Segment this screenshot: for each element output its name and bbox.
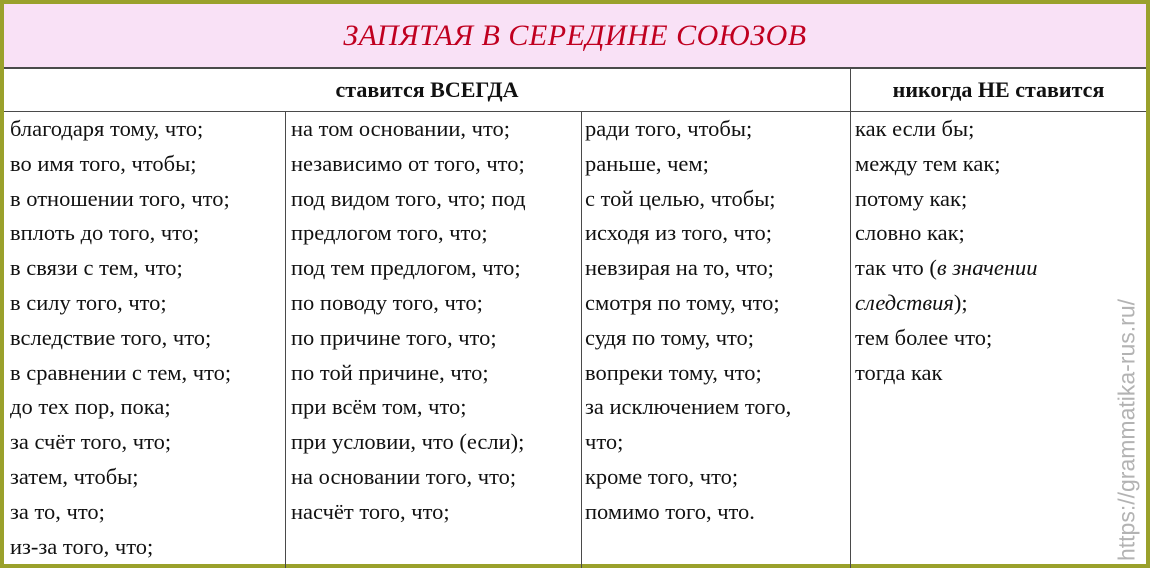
header-always: ставится ВСЕГДА: [335, 77, 519, 102]
list-item: помимо того, что.: [585, 498, 755, 524]
list-item: потому как;: [855, 185, 968, 211]
list-item: на основании того, что;: [291, 463, 517, 489]
divider-col1: [285, 112, 286, 568]
list-item: по той причине, что;: [291, 359, 489, 385]
list-item: [855, 286, 1140, 321]
list-item: что;: [585, 429, 624, 455]
list-item: тем более что;: [855, 324, 993, 350]
list-item: тогда как: [855, 359, 943, 385]
list-item: с той целью, чтобы;: [585, 185, 776, 211]
list-item: при условии, что (если);: [291, 429, 525, 455]
list-item: при всём том, что;: [291, 394, 467, 420]
italic-note: в значении: [936, 255, 1038, 281]
list-item: в связи с тем, что;: [10, 255, 183, 281]
list-item: невзирая на то, что;: [585, 255, 774, 281]
column-always-1: [10, 112, 285, 564]
list-item: ради того, чтобы;: [585, 116, 753, 141]
list-item: между тем как;: [855, 150, 1001, 176]
list-item: за исключением того,: [585, 394, 792, 420]
list-item: насчёт того, что;: [291, 498, 450, 524]
divider-col3: [850, 112, 851, 568]
list-item: раньше, чем;: [585, 150, 709, 176]
list-item: под видом того, что; под: [291, 185, 526, 211]
title-row: [4, 4, 1146, 69]
list-item: под тем предлогом, что;: [291, 255, 521, 281]
column-always-2: [291, 112, 581, 530]
list-item: словно как;: [855, 220, 965, 246]
list-item: предлогом того, что;: [291, 220, 488, 246]
list-item: исходя из того, что;: [585, 220, 773, 246]
list-item: по поводу того, что;: [291, 289, 483, 315]
list-item: [855, 251, 1140, 286]
list-item: в силу того, что;: [10, 289, 167, 315]
watermark: [1110, 294, 1144, 566]
column-always-3: [585, 112, 850, 530]
list-item-text: );: [953, 289, 968, 315]
list-item: в сравнении с тем, что;: [10, 359, 232, 385]
list-item: за счёт того, что;: [10, 429, 172, 455]
list-item: вопреки тому, что;: [585, 359, 762, 385]
list-item: вплоть до того, что;: [10, 220, 200, 246]
list-item: в отношении того, что;: [10, 185, 230, 211]
italic-note: следствия: [855, 289, 954, 315]
list-item: из-за того, что;: [10, 533, 154, 559]
list-item: вследствие того, что;: [10, 324, 212, 350]
column-never: [855, 112, 1140, 390]
list-item: по причине того, что;: [291, 324, 497, 350]
table-title: ЗАПЯТАЯ В СЕРЕДИНЕ СОЮЗОВ: [343, 18, 807, 52]
list-item: во имя того, чтобы;: [10, 150, 197, 176]
list-item: до тех пор, пока;: [10, 394, 171, 420]
list-item: за то, что;: [10, 498, 105, 524]
header-row: [4, 69, 1146, 112]
list-item-text: так что (: [855, 255, 937, 281]
list-item: судя по тому, что;: [585, 324, 755, 350]
list-item: независимо от того, что;: [291, 150, 525, 176]
list-item: как если бы;: [855, 116, 975, 141]
divider-col2: [581, 112, 582, 568]
list-item: на том основании, что;: [291, 116, 511, 141]
divider-header: [850, 69, 851, 112]
list-item: благодаря тому, что;: [10, 116, 204, 141]
list-item: смотря по тому, что;: [585, 289, 780, 315]
list-item: затем, чтобы;: [10, 463, 139, 489]
watermark-text: https://grammatika-rus.ru/: [1113, 298, 1140, 562]
header-never: никогда НЕ ставится: [892, 77, 1105, 102]
list-item: кроме того, что;: [585, 463, 739, 489]
